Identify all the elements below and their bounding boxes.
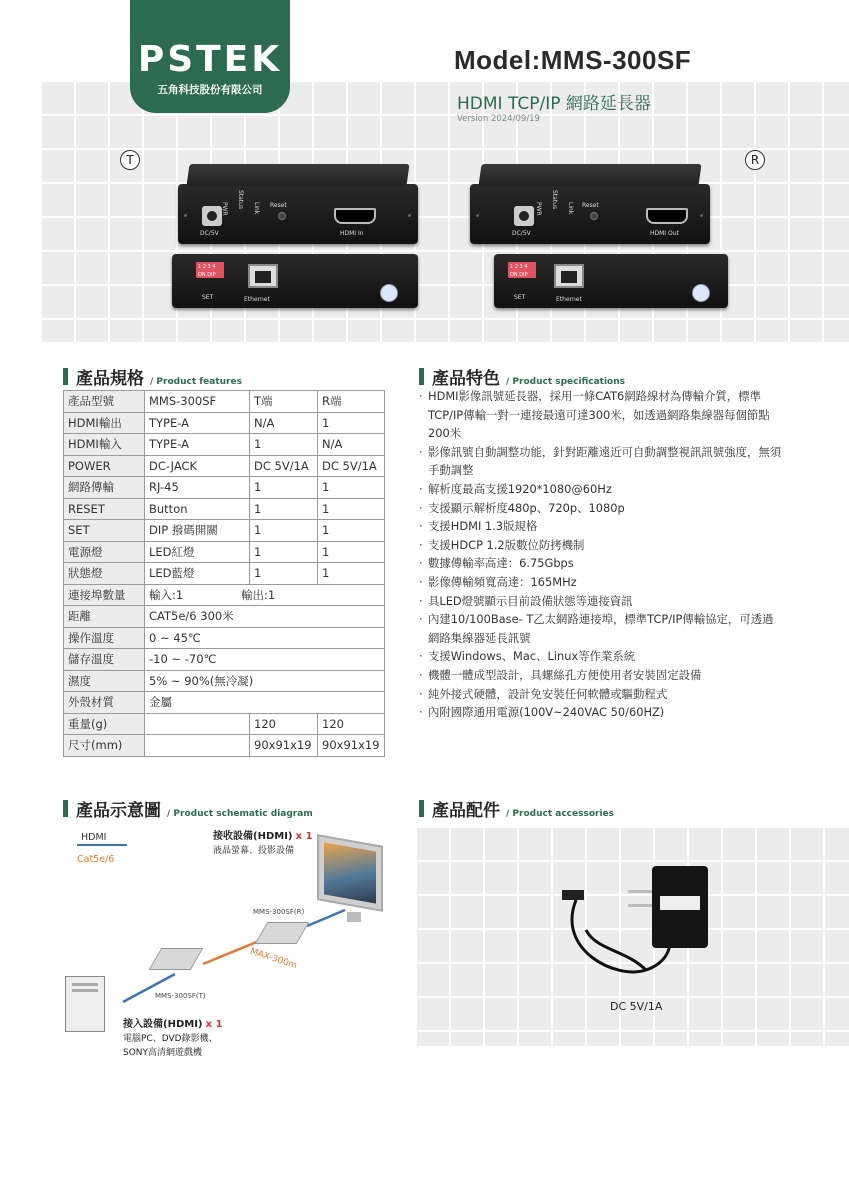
- table-cell: HDMI輸出: [64, 412, 145, 434]
- adapter-body: [652, 866, 708, 948]
- cable-lines: [63, 826, 403, 1066]
- table-cell: 儲存溫度: [64, 649, 145, 671]
- source-desc-2: SONY高清網遊戲機: [123, 1048, 203, 1058]
- table-cell: N/A: [318, 434, 385, 456]
- table-cell: 1: [250, 477, 318, 499]
- table-cell: 金屬: [145, 692, 385, 714]
- table-cell: 尺寸(mm): [64, 735, 145, 757]
- dc-port: [202, 206, 222, 226]
- hdmi-in-port: [334, 208, 376, 224]
- tx-device-front: [178, 184, 418, 244]
- tx-badge: T: [120, 150, 140, 170]
- table-cell: SET: [64, 520, 145, 542]
- table-row: [64, 649, 385, 671]
- section-bar: [419, 368, 424, 385]
- table-cell: 距離: [64, 606, 145, 628]
- cable-label: MAX-300m: [248, 946, 299, 972]
- table-cell: [145, 713, 250, 735]
- version-label: Version 2024/09/19: [457, 114, 540, 124]
- source-qty: x 1: [205, 1019, 223, 1030]
- table-cell: 1: [318, 563, 385, 585]
- table-cell: [145, 584, 385, 606]
- table-row: [64, 670, 385, 692]
- screw: [476, 214, 479, 217]
- features-subtitle: / Product specifications: [506, 377, 625, 387]
- set-label: SET: [202, 294, 214, 301]
- dip-numbers: 1 2 3 4: [198, 264, 216, 270]
- rx-device-front: [470, 184, 710, 244]
- table-cell: HDMI輸入: [64, 434, 145, 456]
- features-list: [419, 387, 784, 722]
- sticker-icon: [380, 284, 398, 302]
- link-label: Link: [253, 202, 260, 215]
- adapter-label: DC 5V/1A: [610, 1000, 663, 1013]
- feature-item: · 內附國際通用電源(100V~240VAC 50/60HZ): [419, 703, 784, 722]
- feature-item: · 支援HDCP 1.2版數位防拷機制: [419, 536, 784, 555]
- ethernet-port: [554, 264, 584, 288]
- rx-badge: R: [745, 150, 765, 170]
- table-cell: 外殼材質: [64, 692, 145, 714]
- pwr-label: PWR: [535, 202, 542, 216]
- table-row: [64, 477, 385, 499]
- dc-port: [514, 206, 534, 226]
- tx-device-back: [172, 254, 418, 308]
- table-cell: RJ-45: [145, 477, 250, 499]
- specs-table: [63, 390, 385, 757]
- receiver-desc: 液晶螢幕、投影設備: [213, 846, 295, 856]
- table-cell: 電源燈: [64, 541, 145, 563]
- feature-item: · HDMI影像訊號延長器，採用一條CAT6網路線材為傳輸介質，標準TCP/IP傳輸一對一連接最遠可達300米，如透過網路集線器每個節點200米: [419, 387, 784, 443]
- table-cell: 操作溫度: [64, 627, 145, 649]
- table-cell: 1: [250, 563, 318, 585]
- table-cell: 1: [250, 541, 318, 563]
- receiver-title: 接收設備(HDMI): [213, 831, 293, 842]
- dc-label: DC/5V: [200, 230, 219, 237]
- status-label: Status: [551, 190, 558, 210]
- table-cell: DC-JACK: [145, 455, 250, 477]
- dip-on-label: ON DIP: [510, 272, 528, 278]
- table-cell: 狀態燈: [64, 563, 145, 585]
- table-cell: T端: [250, 391, 318, 413]
- table-cell: 重量(g): [64, 713, 145, 735]
- reset-label: Reset: [270, 202, 287, 209]
- table-row: [64, 584, 385, 606]
- specs-subtitle: / Product features: [150, 377, 242, 387]
- reset-button: [590, 212, 598, 220]
- table-row: [64, 434, 385, 456]
- set-label: SET: [514, 294, 526, 301]
- tx-label: MMS-300SF(T): [155, 992, 206, 1000]
- table-cell: Button: [145, 498, 250, 520]
- table-cell: 1: [318, 520, 385, 542]
- table-cell: R端: [318, 391, 385, 413]
- table-row: [64, 412, 385, 434]
- brand-logo-block: [130, 0, 290, 113]
- table-row: [64, 455, 385, 477]
- connections-input: 輸入:1: [149, 587, 184, 602]
- feature-item: · 支援顯示解析度480p、720p、1080p: [419, 499, 784, 518]
- reset-label: Reset: [582, 202, 599, 209]
- table-cell: 0 ~ 45℃: [145, 627, 385, 649]
- table-cell: -10 ~ -70℃: [145, 649, 385, 671]
- feature-item: · 內建10/100Base- T乙太網路連接埠，標準TCP/IP傳輸協定，可透過網路集線器延長訊號: [419, 610, 784, 647]
- company-name: 五角科技股份有限公司: [157, 83, 263, 96]
- rx-label: MMS-300SF(R): [253, 908, 305, 916]
- ethernet-port: [248, 264, 278, 288]
- feature-item: · 影像傳輸頻寬高達：165MHz: [419, 573, 784, 592]
- connections-output: 輸出:1: [241, 587, 276, 602]
- table-cell: TYPE-A: [145, 434, 250, 456]
- accessories-title: 產品配件: [432, 801, 500, 821]
- screw: [700, 214, 703, 217]
- link-label: Link: [567, 202, 574, 215]
- table-row: [64, 692, 385, 714]
- table-cell: 120: [318, 713, 385, 735]
- hdmi-in-label: HDMI In: [340, 230, 364, 237]
- pwr-label: PWR: [221, 202, 228, 216]
- table-row: [64, 735, 385, 757]
- screw: [408, 214, 411, 217]
- table-cell: 90x91x19: [318, 735, 385, 757]
- diagram-section-title: [63, 796, 313, 821]
- status-label: Status: [237, 190, 244, 210]
- table-cell: 1: [318, 498, 385, 520]
- table-cell: 1: [318, 541, 385, 563]
- feature-item: · 影像訊號自動調整功能，針對距離遠近可自動調整視訊訊號強度，無須手動調整: [419, 443, 784, 480]
- table-cell: 網路傳輸: [64, 477, 145, 499]
- table-row: [64, 498, 385, 520]
- table-cell: 1: [250, 520, 318, 542]
- features-title: 產品特色: [432, 369, 500, 389]
- table-cell: 120: [250, 713, 318, 735]
- hdmi-out-label: HDMI Out: [650, 230, 679, 237]
- table-row: [64, 563, 385, 585]
- table-cell: DC 5V/1A: [318, 455, 385, 477]
- feature-item: · 支援Windows、Mac、Linux等作業系統: [419, 647, 784, 666]
- table-cell: TYPE-A: [145, 412, 250, 434]
- pc-tower-icon: [65, 976, 105, 1032]
- table-cell: DIP 撥碼開關: [145, 520, 250, 542]
- feature-item: · 數據傳輸率高達：6.75Gbps: [419, 554, 784, 573]
- accessories-section-title: [419, 796, 614, 821]
- schematic-diagram: [63, 826, 403, 1066]
- table-cell: 1: [250, 498, 318, 520]
- section-bar: [419, 800, 424, 817]
- table-cell: DC 5V/1A: [250, 455, 318, 477]
- product-subtitle: HDMI TCP/IP 網路延長器: [457, 94, 651, 114]
- table-cell: MMS-300SF: [145, 391, 250, 413]
- table-row: [64, 713, 385, 735]
- specs-section-title: [63, 364, 242, 389]
- dip-numbers: 1 2 3 4: [510, 264, 528, 270]
- table-row: [64, 627, 385, 649]
- feature-item: · 機體一體成型設計，具螺絲孔方便使用者安裝固定設備: [419, 666, 784, 685]
- table-cell: LED藍燈: [145, 563, 250, 585]
- reset-button: [278, 212, 286, 220]
- section-bar: [63, 800, 68, 817]
- screw: [184, 214, 187, 217]
- brand-logo: PSTEK: [137, 38, 283, 80]
- table-cell: [145, 735, 250, 757]
- table-row: [64, 606, 385, 628]
- diagram-title: 產品示意圖: [76, 801, 161, 821]
- specs-title: 產品規格: [76, 369, 144, 389]
- rx-device-back: [494, 254, 728, 308]
- ethernet-label: Ethernet: [556, 296, 582, 303]
- sticker-icon: [692, 284, 710, 302]
- table-row: [64, 541, 385, 563]
- dc-label: DC/5V: [512, 230, 531, 237]
- source-caption: [123, 1018, 223, 1060]
- hdmi-out-port: [646, 208, 688, 224]
- table-cell: LED紅燈: [145, 541, 250, 563]
- source-title: 接入設備(HDMI): [123, 1019, 203, 1030]
- table-cell: 濕度: [64, 670, 145, 692]
- table-cell: CAT5e/6 300米: [145, 606, 385, 628]
- power-adapter-icon: [556, 860, 726, 990]
- table-cell: 產品型號: [64, 391, 145, 413]
- receiver-qty: x 1: [295, 831, 313, 842]
- feature-item: · 支援HDMI 1.3版規格: [419, 517, 784, 536]
- table-row: [64, 520, 385, 542]
- accessories-subtitle: / Product accessories: [506, 809, 614, 819]
- feature-item: · 純外接式硬體，設計免安裝任何軟體或驅動程式: [419, 685, 784, 704]
- table-cell: 1: [318, 412, 385, 434]
- table-row: [64, 391, 385, 413]
- diagram-subtitle: / Product schematic diagram: [167, 809, 313, 819]
- table-cell: 5% ~ 90%(無冷凝): [145, 670, 385, 692]
- table-cell: 90x91x19: [250, 735, 318, 757]
- table-cell: POWER: [64, 455, 145, 477]
- ethernet-label: Ethernet: [244, 296, 270, 303]
- table-cell: 1: [318, 477, 385, 499]
- table-cell: N/A: [250, 412, 318, 434]
- source-desc-1: 電腦PC、DVD錄影機、: [123, 1034, 218, 1044]
- feature-item: · 解析度最高支援1920*1080@60Hz: [419, 480, 784, 499]
- section-bar: [63, 368, 68, 385]
- legend-hdmi-label: HDMI: [81, 832, 107, 843]
- legend-cat-label: Cat5e/6: [77, 854, 115, 865]
- model-title: Model:MMS-300SF: [454, 45, 692, 75]
- table-cell: 1: [250, 434, 318, 456]
- feature-item: · 具LED燈號顯示目前設備狀態等連接資訊: [419, 592, 784, 611]
- features-section-title: [419, 364, 625, 389]
- table-cell: RESET: [64, 498, 145, 520]
- table-cell: 連接埠數量: [64, 584, 145, 606]
- dip-on-label: ON DIP: [198, 272, 216, 278]
